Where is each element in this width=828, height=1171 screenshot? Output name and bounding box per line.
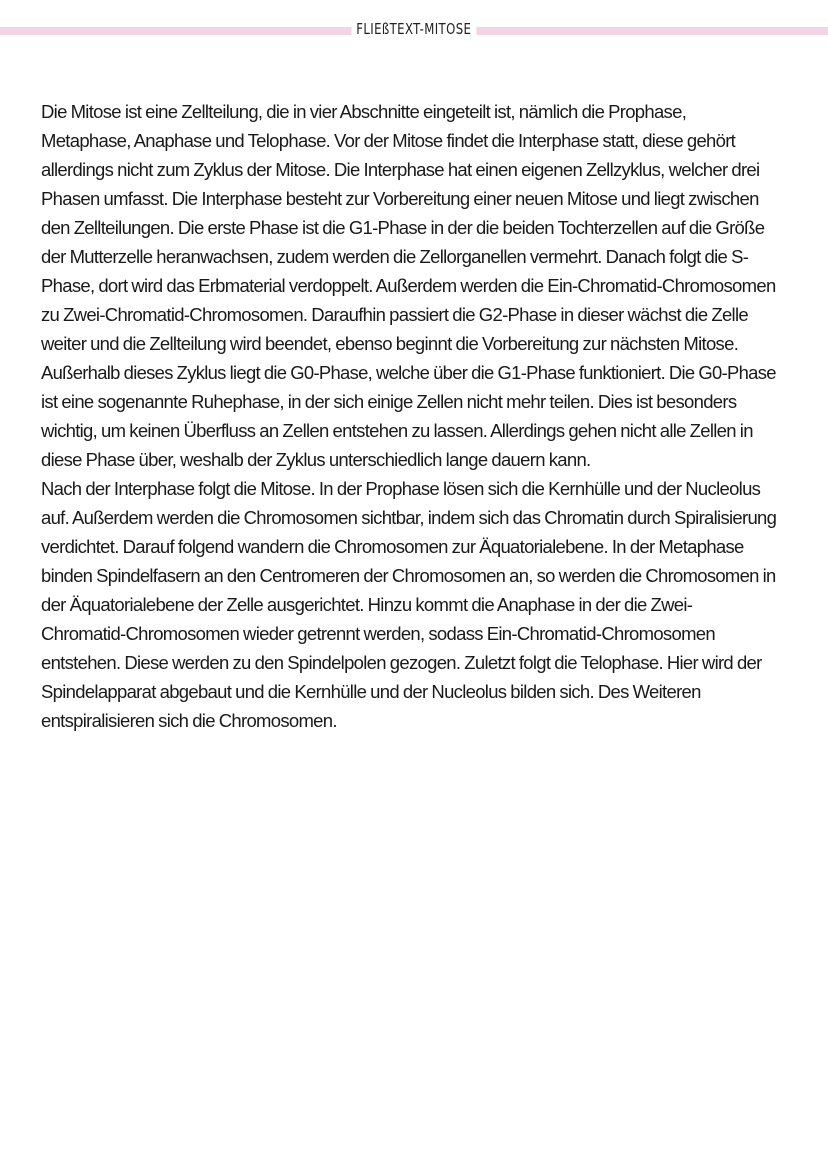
text-line: zu Zwei-Chromatid-Chromosomen. Daraufhin passiert die G2-Phase in dieser wächst die Zelle (41, 304, 748, 325)
text-line: auf. Außerdem werden die Chromosomen sichtbar, indem sich das Chromatin durch Spiralisierung (41, 507, 777, 528)
text-line: Spindelapparat abgebaut und die Kernhülle und der Nucleolus bilden sich. Des Weiteren (41, 681, 701, 702)
text-line: ist eine sogenannte Ruhephase, in der sich einige Zellen nicht mehr teilen. Dies ist besonders (41, 391, 737, 412)
text-line: allerdings nicht zum Zyklus der Mitose. Die Interphase hat einen eigenen Zellzyklus, welcher drei (41, 159, 760, 180)
text-line: Außerhalb dieses Zyklus liegt die G0-Phase, welche über die G1-Phase funktioniert. Die G0-Phase (41, 362, 776, 383)
text-line: Die Mitose ist eine Zellteilung, die in vier Abschnitte eingeteilt ist, nämlich die Prophase, (41, 101, 687, 122)
text-line: weiter und die Zellteilung wird beendet, ebenso beginnt die Vorbereitung zur nächsten Mitose. (41, 333, 739, 354)
text-line: Phase, dort wird das Erbmaterial verdoppelt. Außerdem werden die Ein-Chromatid-Chromosomen (41, 275, 776, 296)
text-line: entspiralisieren sich die Chromosomen. (41, 710, 337, 731)
header (0, 18, 828, 40)
text-line: entstehen. Diese werden zu den Spindelpolen gezogen. Zuletzt folgt die Telophase. Hier wird der (41, 652, 762, 673)
text-line: wichtig, um keinen Überfluss an Zellen entstehen zu lassen. Allerdings gehen nicht alle Zellen in (41, 420, 753, 441)
text-line: der Mutterzelle heranwachsen, zudem werden die Zellorganellen vermehrt. Danach folgt die S- (41, 246, 749, 267)
body-text (41, 97, 777, 735)
text-line: diese Phase über, weshalb der Zyklus unterschiedlich lange dauern kann. (41, 449, 591, 470)
text-line: Phasen umfasst. Die Interphase besteht zur Vorbereitung einer neuen Mitose und liegt zwischen (41, 188, 759, 209)
text-line: binden Spindelfasern an den Centromeren der Chromosomen an, so werden die Chromosomen in (41, 565, 776, 586)
text-line: den Zellteilungen. Die erste Phase ist die G1-Phase in der die beiden Tochterzellen auf die Größe (41, 217, 765, 238)
text-line: Nach der Interphase folgt die Mitose. In der Prophase lösen sich die Kernhülle und der Nucleolus (41, 478, 761, 499)
text-line: verdichtet. Darauf folgend wandern die Chromosomen zur Äquatorialebene. In der Metaphase (41, 536, 744, 557)
text-line: der Äquatorialebene der Zelle ausgerichtet. Hinzu kommt die Anaphase in der die Zwei- (41, 594, 693, 615)
text-line: Chromatid-Chromosomen wieder getrennt werden, sodass Ein-Chromatid-Chromosomen (41, 623, 715, 644)
text-line: Metaphase, Anaphase und Telophase. Vor der Mitose findet die Interphase statt, diese gehört (41, 130, 736, 151)
page-title: FLIEßTEXT-MITOSE (352, 18, 476, 40)
